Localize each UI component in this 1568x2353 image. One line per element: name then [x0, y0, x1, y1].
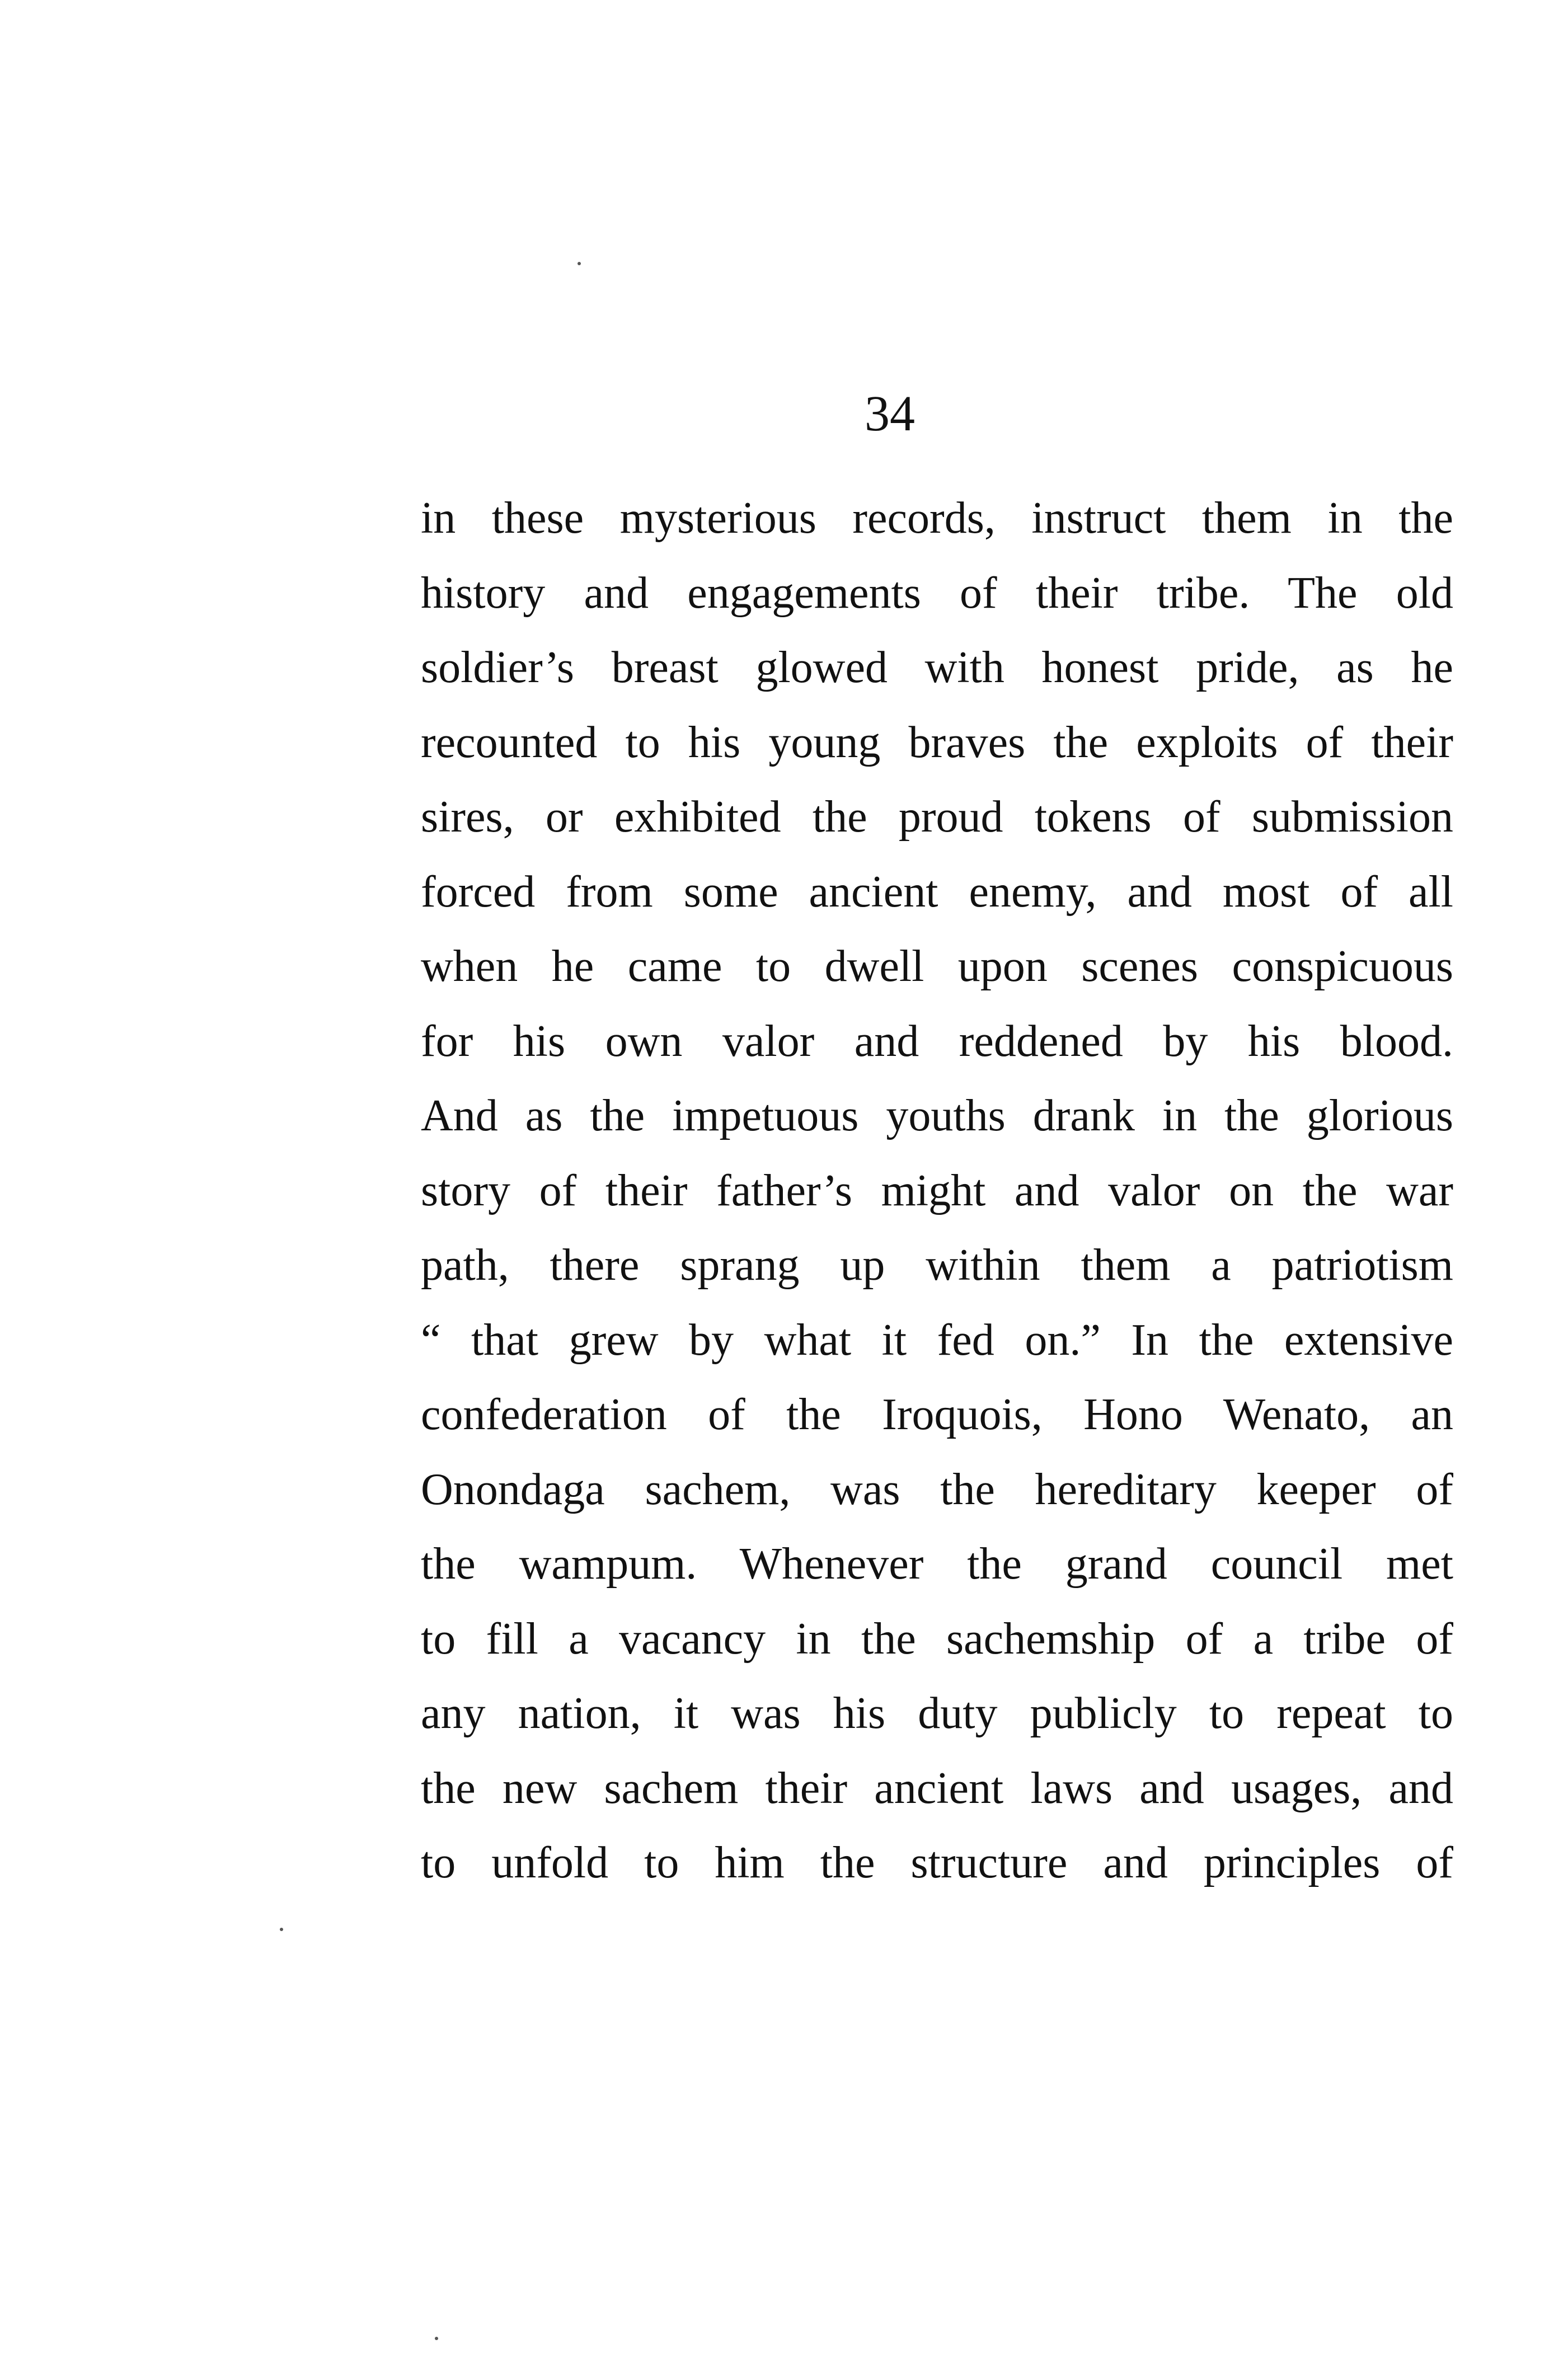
- text-line: confederation of the Iroquois, Hono Wenato, an: [421, 1390, 1453, 1439]
- body-text: [421, 481, 1453, 1901]
- text-line: in these mysterious records, instruct them in the: [421, 494, 1453, 543]
- text-line: path, there sprang up within them a patriotism: [421, 1241, 1453, 1290]
- page-number: 34: [865, 386, 915, 442]
- text-line: forced from some ancient enemy, and most of all: [421, 867, 1453, 917]
- text-line: any nation, it was his duty publicly to repeat to: [421, 1689, 1453, 1738]
- text-line: when he came to dwell upon scenes conspicuous: [421, 942, 1453, 991]
- paper-speck: [280, 1928, 283, 1931]
- text-line: for his own valor and reddened by his blood.: [421, 1016, 1453, 1066]
- text-line: “ that grew by what it fed on.” In the extensive: [421, 1315, 1453, 1365]
- text-line: the wampum. Whenever the grand council met: [421, 1539, 1453, 1589]
- text-line: to unfold to him the structure and principles of: [421, 1838, 1453, 1887]
- text-line: history and engagements of their tribe. The old: [421, 568, 1453, 618]
- paper-speck: [435, 2337, 438, 2340]
- text-line: soldier’s breast glowed with honest pride, as he: [421, 643, 1453, 692]
- text-line: And as the impetuous youths drank in the glorious: [421, 1091, 1453, 1140]
- text-line: sires, or exhibited the proud tokens of submission: [421, 792, 1453, 842]
- text-line: to fill a vacancy in the sachemship of a tribe of: [421, 1614, 1453, 1664]
- text-line: recounted to his young braves the exploits of their: [421, 717, 1453, 767]
- text-line: story of their father’s might and valor on the war: [421, 1166, 1453, 1215]
- text-line: Onondaga sachem, was the hereditary keeper of: [421, 1464, 1453, 1514]
- paper-speck: [578, 262, 581, 265]
- text-line: the new sachem their ancient laws and usages, and: [421, 1763, 1453, 1813]
